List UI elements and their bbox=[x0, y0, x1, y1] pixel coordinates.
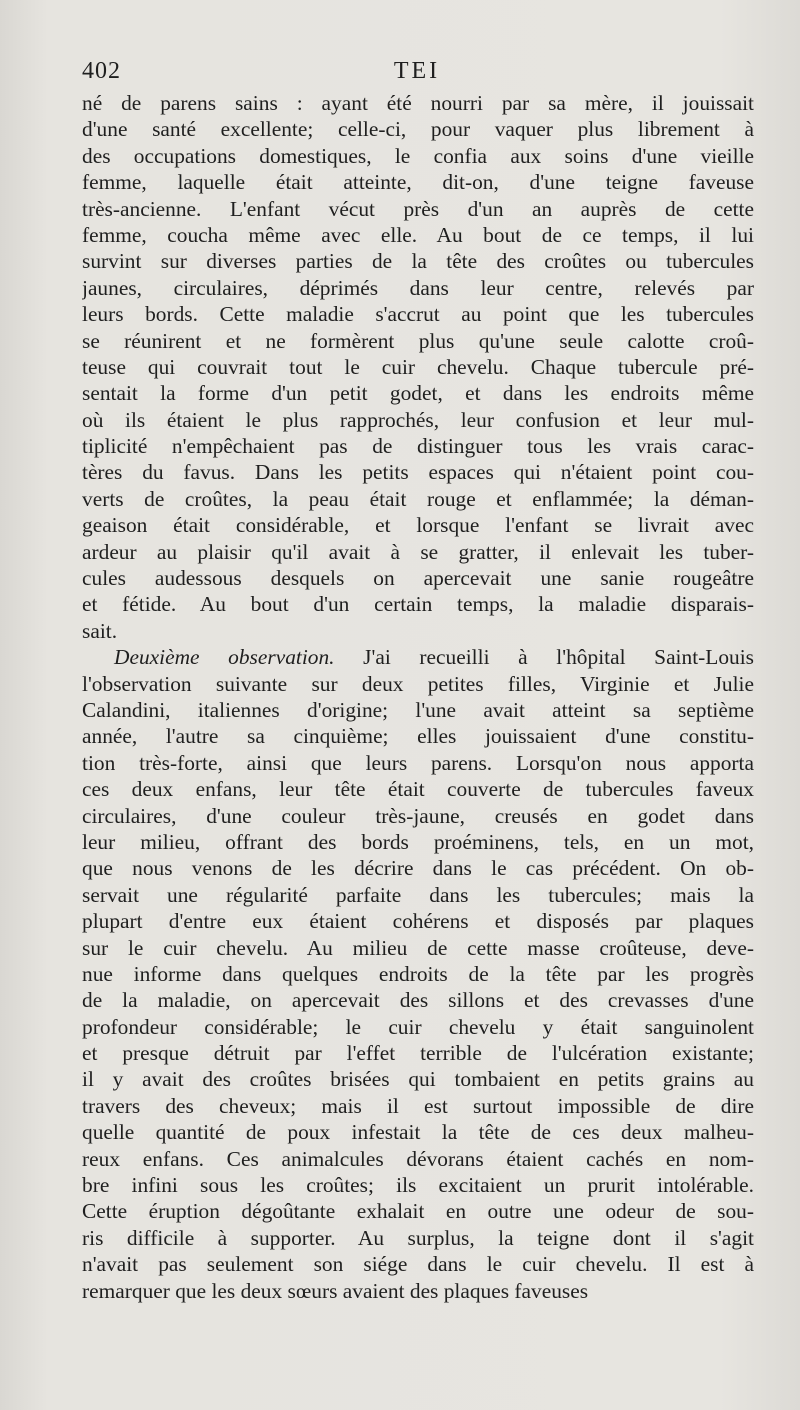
text-line: ris difficile à supporter. Au surplus, la teigne dont il s'agit bbox=[82, 1225, 754, 1250]
text-line: sait. bbox=[82, 618, 118, 643]
text-line: il y avait des croûtes brisées qui tombaient en petits grains au bbox=[82, 1067, 754, 1092]
text-line: où ils étaient le plus rapprochés, leur confusion et leur mul- bbox=[82, 407, 754, 432]
paragraph-2 bbox=[82, 644, 754, 1304]
text-line: cules audessous desquels on apercevait une sanie rougeâtre bbox=[82, 566, 754, 591]
text-line: geaison était considérable, et lorsque l'enfant se livrait avec bbox=[82, 513, 754, 538]
text-line: leurs bords. Cette maladie s'accrut au point que les tubercules bbox=[82, 302, 754, 327]
text-line: tiplicité n'empêchaient pas de distinguer tous les vrais carac- bbox=[82, 434, 754, 459]
text-line: sur le cuir chevelu. Au milieu de cette masse croûteuse, deve- bbox=[82, 935, 754, 960]
paragraph-first-line bbox=[82, 644, 754, 670]
text-line: nue informe dans quelques endroits de la tête par les progrès bbox=[82, 961, 754, 986]
page-number: 402 bbox=[82, 58, 121, 84]
text-line: sentait la forme d'un petit godet, et dans les endroits même bbox=[82, 381, 754, 406]
first-line-text: J'ai recueilli à l'hôpital Saint-Louis bbox=[334, 645, 754, 670]
text-line: et presque détruit par l'effet terrible de l'ulcération existante; bbox=[82, 1041, 754, 1066]
text-line: reux enfans. Ces animalcules dévorans étaient cachés en nom- bbox=[82, 1146, 754, 1171]
text-line: des occupations domestiques, le confia aux soins d'une vieille bbox=[82, 143, 754, 168]
text-line: travers des cheveux; mais il est surtout impossible de dire bbox=[82, 1093, 754, 1118]
paragraph-1 bbox=[82, 90, 754, 644]
text-line: jaunes, circulaires, déprimés dans leur centre, relevés par bbox=[82, 275, 754, 300]
text-line: n'avait pas seulement son siége dans le cuir chevelu. Il est à bbox=[82, 1252, 754, 1277]
text-line: quelle quantité de poux infestait la tête de ces deux malheu- bbox=[82, 1120, 754, 1145]
text-line: que nous venons de les décrire dans le cas précédent. On ob- bbox=[82, 856, 754, 881]
page-header bbox=[82, 58, 752, 88]
text-line: très-ancienne. L'enfant vécut près d'un an auprès de cette bbox=[82, 196, 754, 221]
text-line: leur milieu, offrant des bords proéminens, tels, en un mot, bbox=[82, 829, 754, 854]
text-line: Calandini, italiennes d'origine; l'une avait atteint sa septième bbox=[82, 697, 754, 722]
running-head: TEI bbox=[393, 58, 441, 84]
text-line: tion très-forte, ainsi que leurs parens. Lorsqu'on nous apporta bbox=[82, 750, 754, 775]
text-line: servait une régularité parfaite dans les tubercules; mais la bbox=[82, 882, 754, 907]
text-line: verts de croûtes, la peau était rouge et enflammée; la déman- bbox=[82, 486, 754, 511]
text-line: femme, coucha même avec elle. Au bout de ce temps, il lui bbox=[82, 222, 754, 247]
text-line: de la maladie, on apercevait des sillons et des crevasses d'une bbox=[82, 988, 754, 1013]
text-line: année, l'autre sa cinquième; elles jouissaient d'une constitu- bbox=[82, 724, 754, 749]
text-line: survint sur diverses parties de la tête des croûtes ou tubercules bbox=[82, 249, 754, 274]
body-text bbox=[82, 90, 754, 1304]
text-line: profondeur considérable; le cuir chevelu y était sanguinolent bbox=[82, 1014, 754, 1039]
text-line: femme, laquelle était atteinte, dit-on, d'une teigne faveuse bbox=[82, 170, 754, 195]
text-line: circulaires, d'une couleur très-jaune, creusés en godet dans bbox=[82, 803, 754, 828]
text-line: remarquer que les deux sœurs avaient des plaques faveuses bbox=[82, 1278, 589, 1303]
text-line: Cette éruption dégoûtante exhalait en outre une odeur de sou- bbox=[82, 1199, 754, 1224]
text-line: ces deux enfans, leur tête était couverte de tubercules faveux bbox=[82, 777, 754, 802]
text-line: l'observation suivante sur deux petites filles, Virginie et Julie bbox=[82, 671, 754, 696]
text-line: tères du favus. Dans les petits espaces qui n'étaient point cou- bbox=[82, 460, 754, 485]
text-line: bre infini sous les croûtes; ils excitaient un prurit intolérable. bbox=[82, 1173, 754, 1198]
text-line: teuse qui couvrait tout le cuir chevelu. Chaque tubercule pré- bbox=[82, 354, 754, 379]
text-line: et fétide. Au bout d'un certain temps, la maladie disparais- bbox=[82, 592, 754, 617]
observation-heading: Deuxième observation. bbox=[114, 645, 335, 670]
text-line: d'une santé excellente; celle-ci, pour vaquer plus librement à bbox=[82, 117, 754, 142]
text-line: ardeur au plaisir qu'il avait à se gratter, il enlevait les tuber- bbox=[82, 539, 754, 564]
text-line: né de parens sains : ayant été nourri par sa mère, il jouissait bbox=[82, 91, 754, 115]
text-line: plupart d'entre eux étaient cohérens et disposés par plaques bbox=[82, 909, 754, 934]
text-line: se réunirent et ne formèrent plus qu'une seule calotte croû- bbox=[82, 328, 754, 353]
